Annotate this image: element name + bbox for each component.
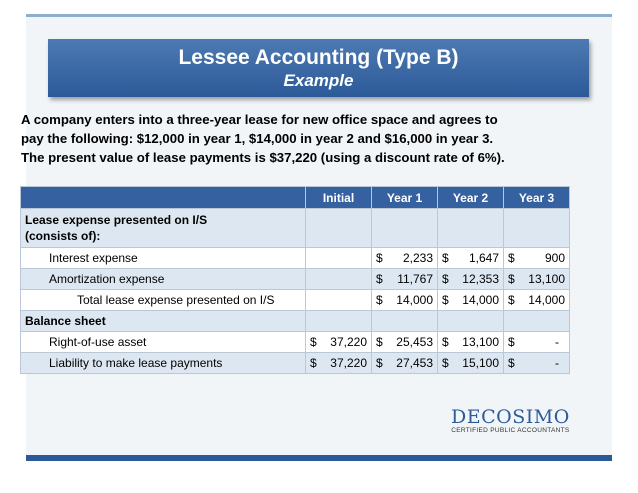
table-cell bbox=[438, 311, 504, 332]
header-blank bbox=[21, 187, 306, 209]
table-cell: $ 14,000 bbox=[372, 290, 438, 311]
slide-subtitle: Example bbox=[283, 71, 354, 90]
header-year-2: Year 2 bbox=[438, 187, 504, 209]
table-cell: $ 14,000 bbox=[504, 290, 570, 311]
table-cell: $ 12,353 bbox=[438, 269, 504, 290]
table-cell: $ 27,453 bbox=[372, 353, 438, 374]
header-initial: Initial bbox=[306, 187, 372, 209]
intro-text bbox=[21, 110, 581, 167]
table-cell: $ 11,767 bbox=[372, 269, 438, 290]
table-cell bbox=[372, 209, 438, 248]
table-row-balance-sheet-section bbox=[21, 311, 570, 332]
table-row-interest bbox=[21, 248, 570, 269]
table-cell: $ 13,100 bbox=[438, 332, 504, 353]
row-label: Right-of-use asset bbox=[21, 332, 306, 353]
intro-line: A company enters into a three-year lease for new office space and agrees to bbox=[21, 112, 498, 127]
table-cell bbox=[504, 311, 570, 332]
table-cell bbox=[372, 311, 438, 332]
table-cell bbox=[306, 311, 372, 332]
table-cell: $ 37,220 bbox=[306, 353, 372, 374]
table-row-right-of-use-asset bbox=[21, 332, 570, 353]
table-cell bbox=[438, 209, 504, 248]
table-row-lease-expense-section bbox=[21, 209, 570, 248]
title-banner bbox=[48, 39, 589, 97]
row-label: Liability to make lease payments bbox=[21, 353, 306, 374]
table-cell: $ 25,453 bbox=[372, 332, 438, 353]
table-row-total-lease-expense bbox=[21, 290, 570, 311]
lease-table bbox=[20, 186, 570, 374]
table-row-amortization bbox=[21, 269, 570, 290]
table-cell: $ 14,000 bbox=[438, 290, 504, 311]
row-label: Interest expense bbox=[21, 248, 306, 269]
table-cell bbox=[306, 290, 372, 311]
table-cell bbox=[306, 248, 372, 269]
table-cell bbox=[504, 209, 570, 248]
table-cell: $ 2,233 bbox=[372, 248, 438, 269]
logo-wordmark: DECOSIMO bbox=[451, 406, 570, 428]
intro-line: The present value of lease payments is $37,220 (using a discount rate of 6%). bbox=[21, 150, 505, 165]
row-label: Amortization expense bbox=[21, 269, 306, 290]
table-cell: $ - bbox=[504, 353, 570, 374]
table-cell: $ 1,647 bbox=[438, 248, 504, 269]
footer-bar bbox=[26, 455, 612, 461]
decosimo-logo bbox=[451, 407, 570, 435]
intro-line: pay the following: $12,000 in year 1, $14,000 in year 2 and $16,000 in year 3. bbox=[21, 131, 494, 146]
header-year-3: Year 3 bbox=[504, 187, 570, 209]
logo-tagline: CERTIFIED PUBLIC ACCOUNTANTS bbox=[451, 427, 570, 434]
table-cell: $ 900 bbox=[504, 248, 570, 269]
table-cell: $ - bbox=[504, 332, 570, 353]
table-cell: $ 15,100 bbox=[438, 353, 504, 374]
row-label: Total lease expense presented on I/S bbox=[21, 290, 306, 311]
table-cell: $ 13,100 bbox=[504, 269, 570, 290]
slide-title: Lessee Accounting (Type B) bbox=[178, 46, 459, 69]
table-header-row bbox=[21, 187, 570, 209]
table-cell: $ 37,220 bbox=[306, 332, 372, 353]
table-row-lease-liability bbox=[21, 353, 570, 374]
table-cell bbox=[306, 269, 372, 290]
header-year-1: Year 1 bbox=[372, 187, 438, 209]
balance-sheet-section-label: Balance sheet bbox=[21, 311, 306, 332]
lease-expense-section-label: Lease expense presented on I/S (consists of): bbox=[21, 209, 306, 248]
table-cell bbox=[306, 209, 372, 248]
